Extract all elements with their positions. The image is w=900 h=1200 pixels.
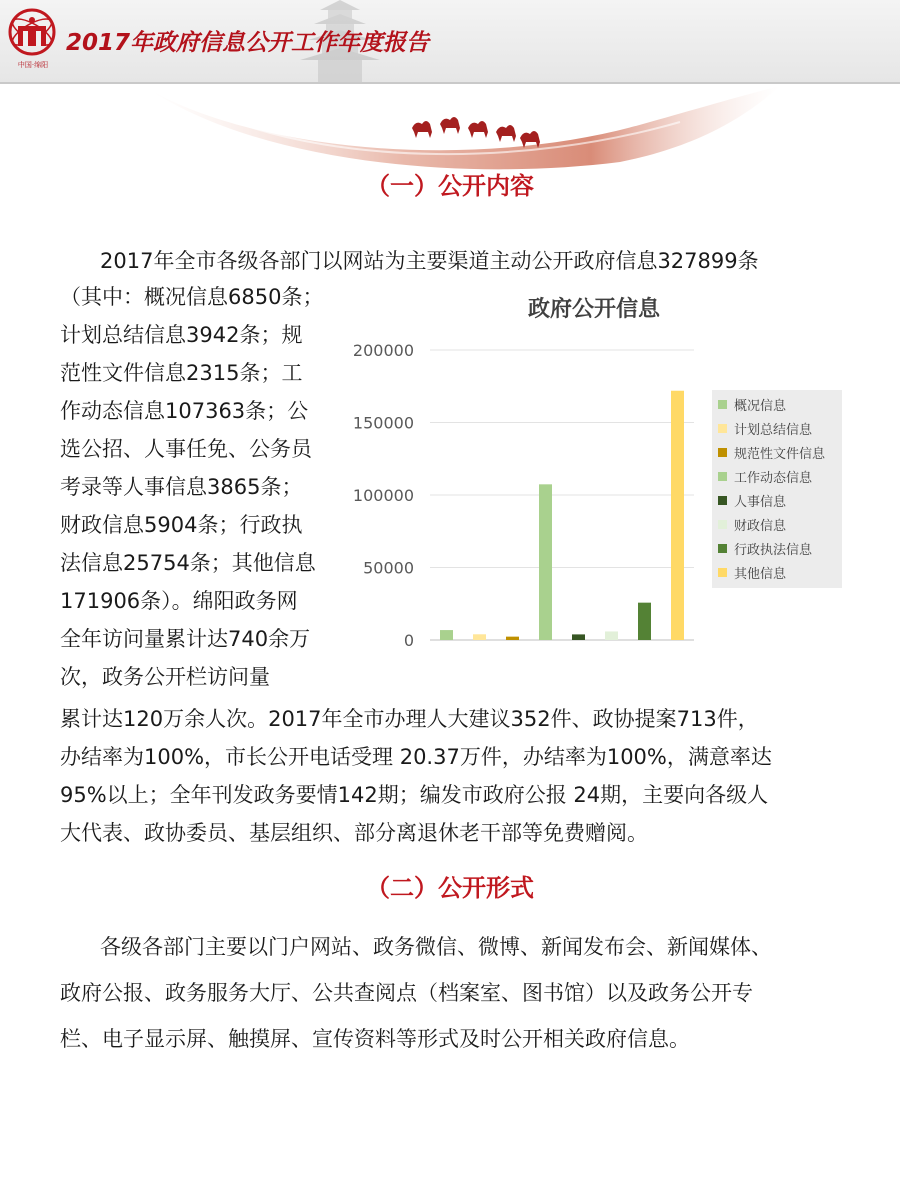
logo-caption: 中国·绵阳: [17, 61, 49, 69]
bar-6: [605, 631, 618, 640]
legend-swatch: [718, 400, 727, 409]
bar-8: [671, 391, 684, 640]
y-tick-label: 200000: [352, 341, 414, 360]
y-tick-label: 150000: [352, 413, 414, 433]
legend-item: [718, 466, 812, 486]
legend-label: 规范性文件信息: [734, 446, 826, 462]
paragraph-line: 考录等人事信息3865条；: [60, 475, 303, 499]
y-tick-label: 50000: [363, 558, 414, 578]
legend-label: 财政信息: [734, 518, 787, 534]
legend-label: 人事信息: [734, 494, 787, 510]
legend-item: [718, 514, 786, 534]
legend-item: [718, 538, 812, 558]
bar-3: [506, 637, 519, 640]
paragraph-line: 累计达120万余人次。2017年全市办理人大建议352件、政协提案713件，: [60, 707, 759, 731]
paragraph-line: 计划总结信息3942条；规: [60, 323, 303, 347]
paragraph-line: 范性文件信息2315条；工: [60, 361, 303, 385]
paragraph-line: 栏、电子显示屏、触摸屏、宣传资料等形式及时公开相关政府信息。: [60, 1027, 690, 1051]
document-header-title: 2017年政府信息公开工作年度报告: [66, 30, 430, 56]
chart-legend: [712, 390, 842, 588]
legend-swatch: [718, 520, 727, 529]
legend-label: 工作动态信息: [734, 470, 813, 486]
paragraph-line: 次，政务公开栏访问量: [60, 665, 270, 689]
legend-label: 概况信息: [734, 398, 787, 414]
bar-7: [638, 603, 651, 640]
paragraph-line: 选公招、人事任免、公务员: [60, 437, 312, 461]
legend-item: [718, 490, 786, 510]
legend-swatch: [718, 496, 727, 505]
legend-item: [718, 442, 825, 462]
paragraph-line: 各级各部门主要以门户网站、政务微信、微博、新闻发布会、新闻媒体、: [100, 935, 772, 959]
legend-swatch: [718, 448, 727, 457]
section-heading-form: （二）公开形式: [366, 874, 534, 902]
legend-item: [718, 562, 786, 582]
paragraph-line: 法信息25754条；其他信息: [60, 551, 316, 575]
bar-chart: [344, 284, 844, 654]
page-header: [0, 0, 900, 84]
bar-2: [473, 634, 486, 640]
paragraph-line: 作动态信息107363条；公: [60, 399, 309, 423]
paragraph-line: 全年访问量累计达740余万: [60, 627, 311, 651]
chart-title: 政府公开信息: [527, 297, 660, 322]
bar-1: [440, 630, 453, 640]
legend-swatch: [718, 472, 727, 481]
legend-item: [718, 418, 812, 438]
paragraph-line: 政府公报、政务服务大厅、公共查阅点（档案室、图书馆）以及政务公开专: [60, 981, 753, 1005]
legend-swatch: [718, 544, 727, 553]
paragraph-line: （其中：概况信息6850条；: [60, 285, 324, 309]
bar-5: [572, 634, 585, 640]
y-tick-label: 100000: [352, 486, 414, 505]
paragraph-line: 财政信息5904条；行政执: [60, 513, 303, 537]
paragraph-line: 办结率为100%，市长公开电话受理 20.37万件，办结率为100%，满意率达: [60, 745, 772, 769]
legend-item: [718, 394, 786, 414]
bar-4: [539, 484, 552, 640]
paragraph-line: 大代表、政协委员、基层组织、部分离退休老干部等免费赠阅。: [60, 821, 648, 845]
legend-swatch: [718, 424, 727, 433]
paragraph-line: 2017年全市各级各部门以网站为主要渠道主动公开政府信息327899条: [100, 249, 759, 273]
legend-label: 其他信息: [734, 566, 787, 582]
legend-label: 行政执法信息: [734, 542, 813, 558]
paragraph-line: 95%以上；全年刊发政务要情142期；编发市政府公报 24期，主要向各级人: [60, 783, 769, 807]
y-tick-label: 0: [403, 631, 414, 650]
paragraph-line: 171906条）。绵阳政务网: [60, 589, 298, 613]
section-heading-content: （一）公开内容: [366, 172, 534, 200]
legend-swatch: [718, 568, 727, 577]
legend-label: 计划总结信息: [734, 422, 813, 438]
